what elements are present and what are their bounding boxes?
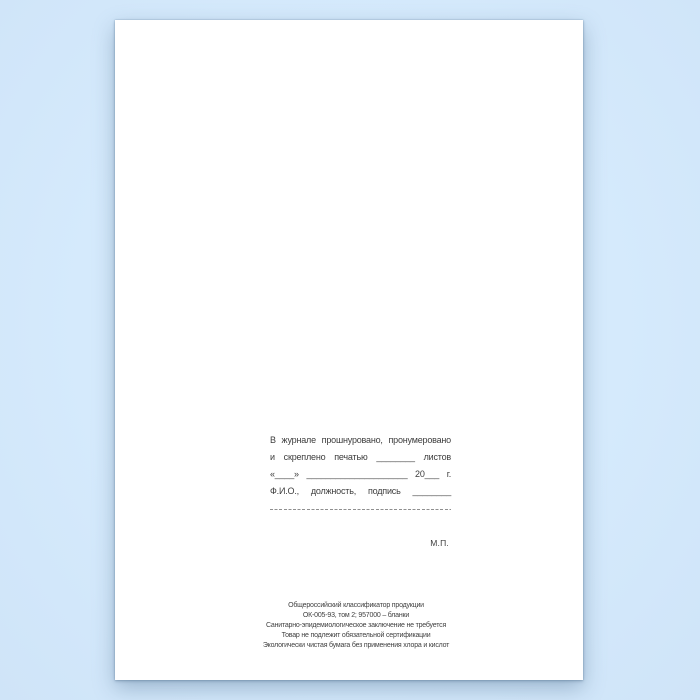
binding-certification-block	[270, 432, 451, 549]
binding-line-4: Ф.И.О., должность, подпись ________	[270, 486, 451, 496]
footer-line-2: ОК-005-93, том 2; 957000 – бланки	[302, 612, 410, 619]
journal-back-page	[115, 20, 583, 680]
signature-dashed-line	[270, 509, 451, 510]
footer-line-1: Общероссийский классификатор продукции	[288, 602, 424, 609]
stamp-place-label: М.П.	[430, 538, 449, 549]
footer-line-5: Экологически чистая бумага без применения хлора и кислот	[262, 642, 450, 649]
footer-line-3: Санитарно-эпидемиологическое заключение не требуется	[265, 622, 447, 629]
footer-certification-block	[122, 601, 590, 651]
binding-line-3: «____» _____________________ 20___ г.	[270, 469, 451, 479]
binding-line-2: и скреплено печатью ________ листов	[270, 452, 451, 462]
binding-line-1: В журнале прошнуровано, пронумеровано	[270, 435, 451, 445]
footer-line-4: Товар не подлежит обязательной сертификации	[281, 632, 431, 639]
